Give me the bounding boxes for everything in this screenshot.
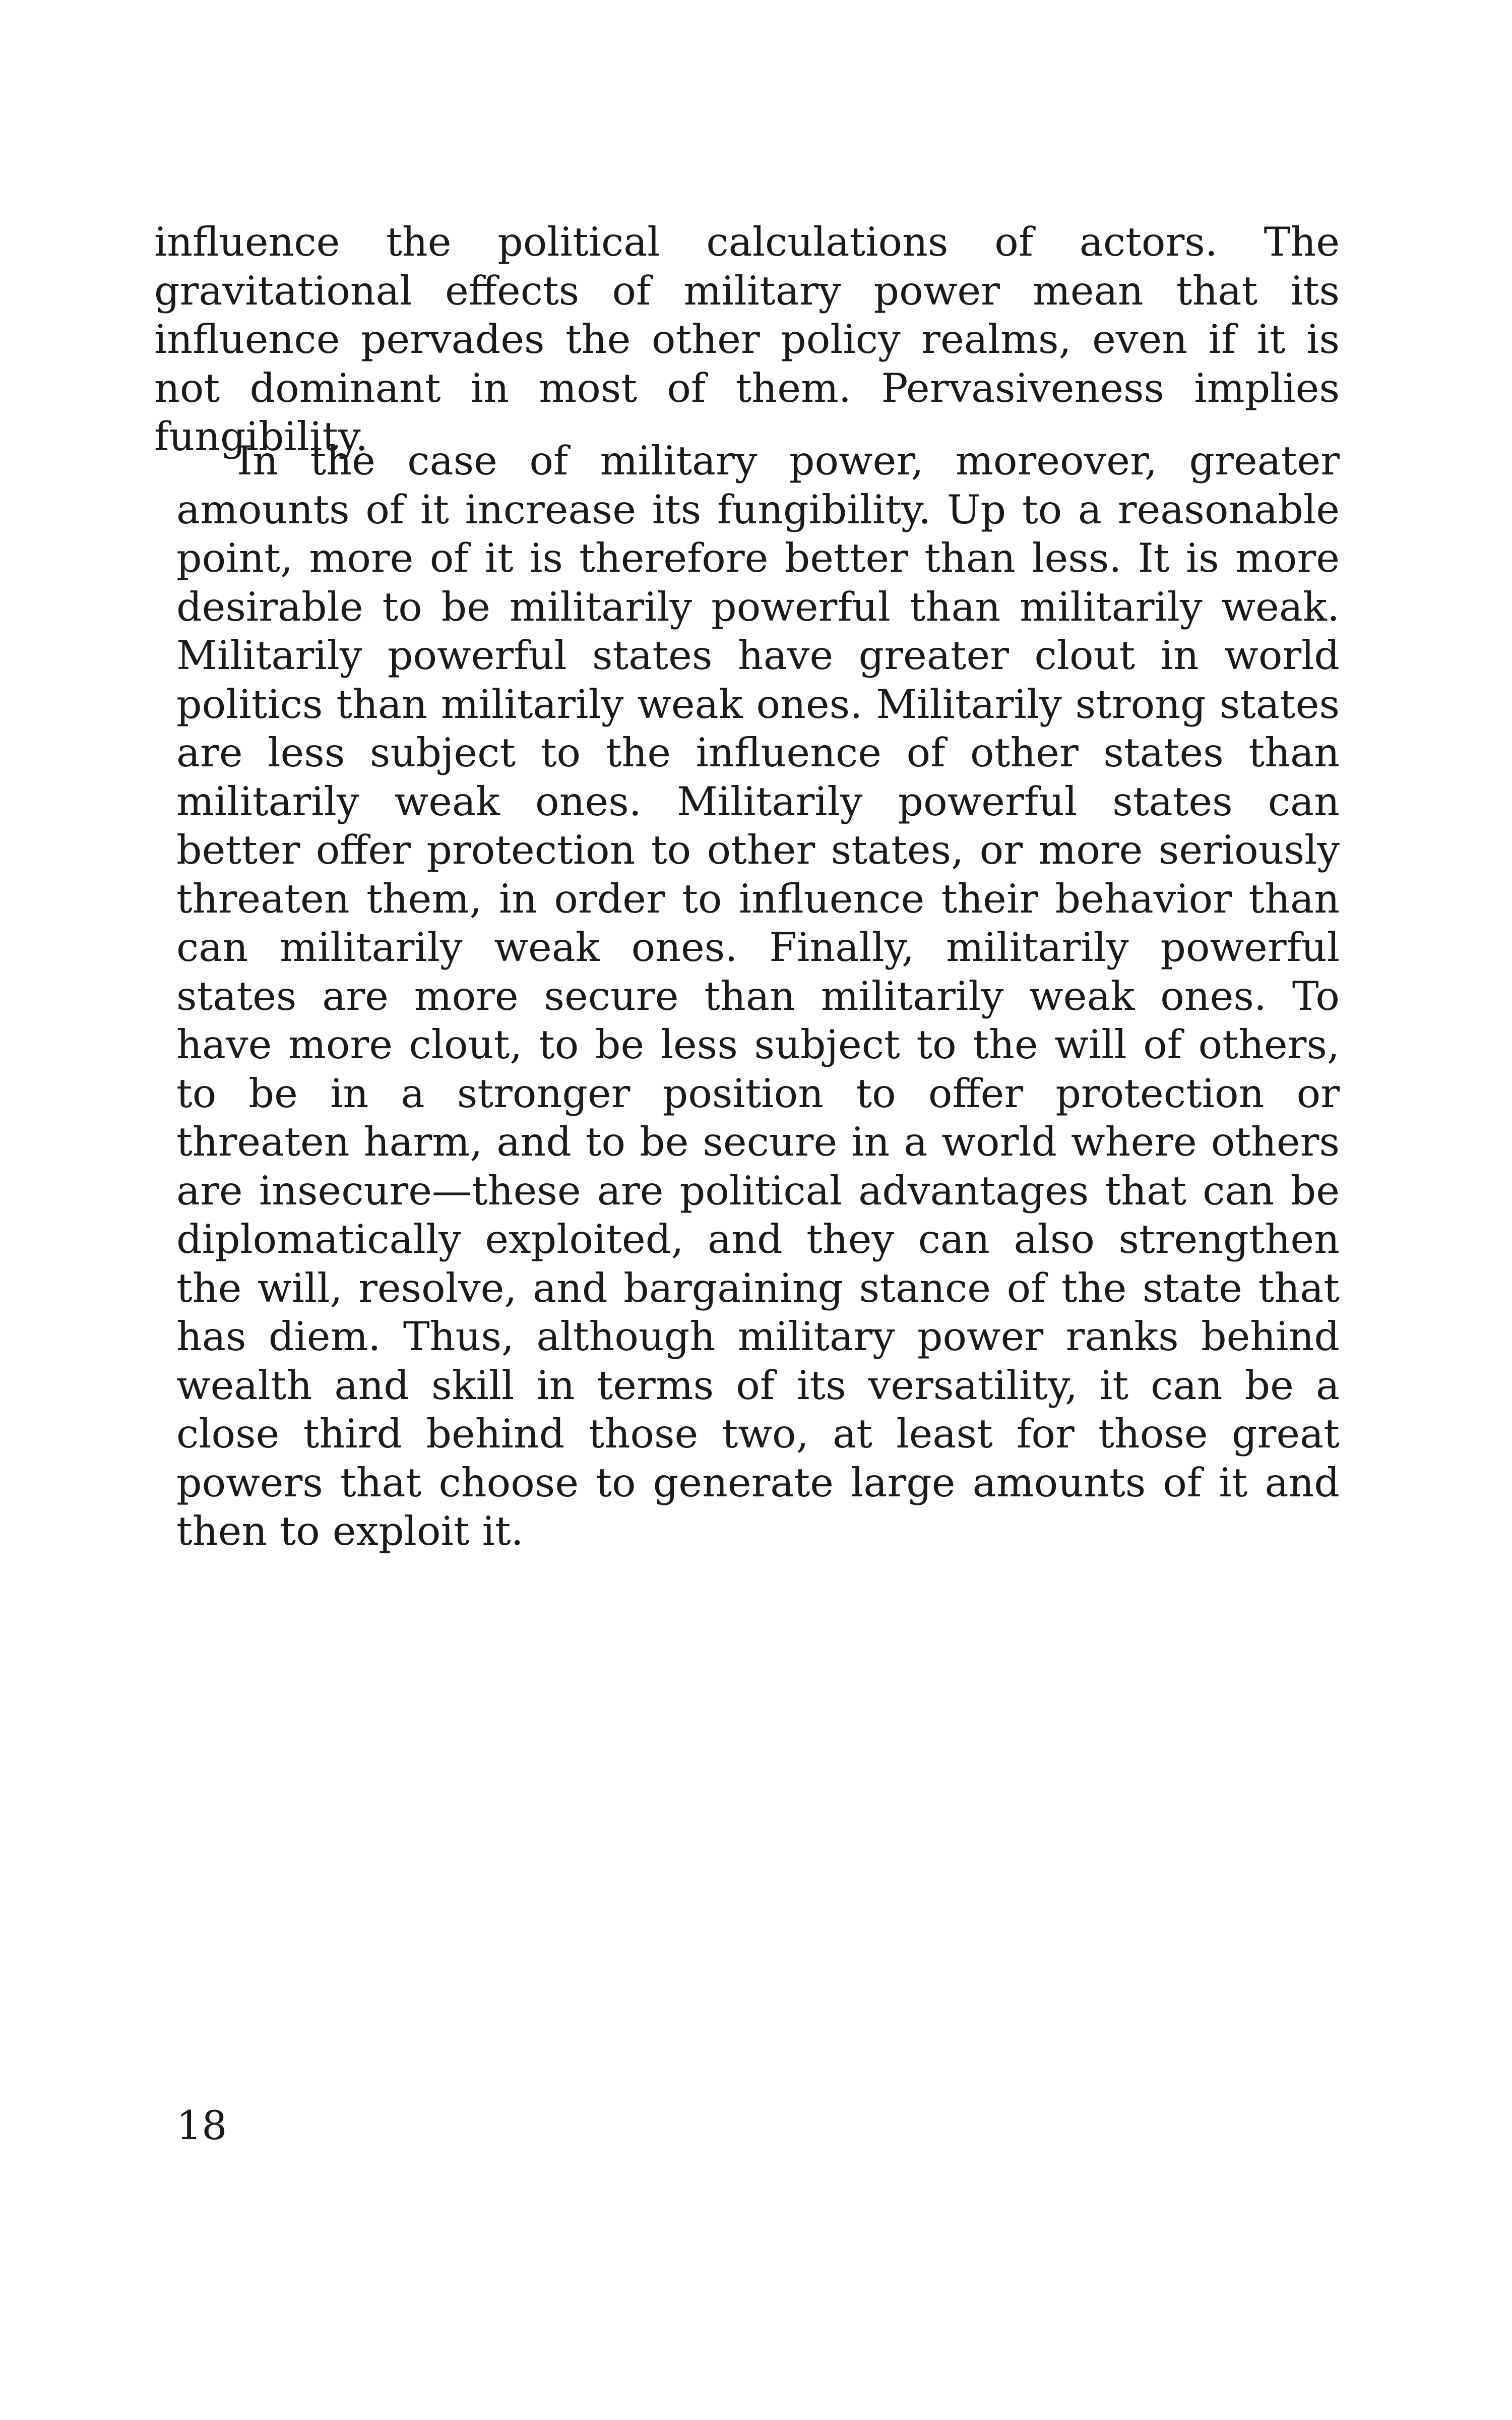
page-number: 18: [176, 2102, 227, 2149]
paragraph-military-power: In the case of military power, moreover, greater amounts of it increase its fungibility. Up to a reasonable point, more of it is therefore better than less. It is more desirable to be militarily powerful than militarily weak. Militarily powerful states have greater clout in world politics than militarily weak ones. Militarily strong states are less subject to the influence of other states than militarily weak ones. Militarily powerful states can better offer protection to other states, or more seriously threaten them, in order to influence their behavior than can militarily weak ones. Finally, militarily powerful states are more secure than militarily weak ones. To have more clout, to be less subject to the will of others, to be in a stronger position to offer protection or threaten harm, and to be secure in a world where others are insecure—these are political advantages that can be diplomatically exploited, and they can also strengthen the will, resolve, and bargaining stance of the state that has diem. Thus, although military power ranks behind wealth and skill in terms of its versatility, it can be a close third behind those two, at least for those great powers that choose to generate large amounts of it and then to exploit it.: [176, 438, 1340, 1554]
paragraph-continuation: influence the political calculations of actors. The gravitational effects of military power mean that its influence pervades the other policy realms, even if it is not dominant in most of them. Pervasiveness implies fungibility.: [154, 219, 1340, 460]
